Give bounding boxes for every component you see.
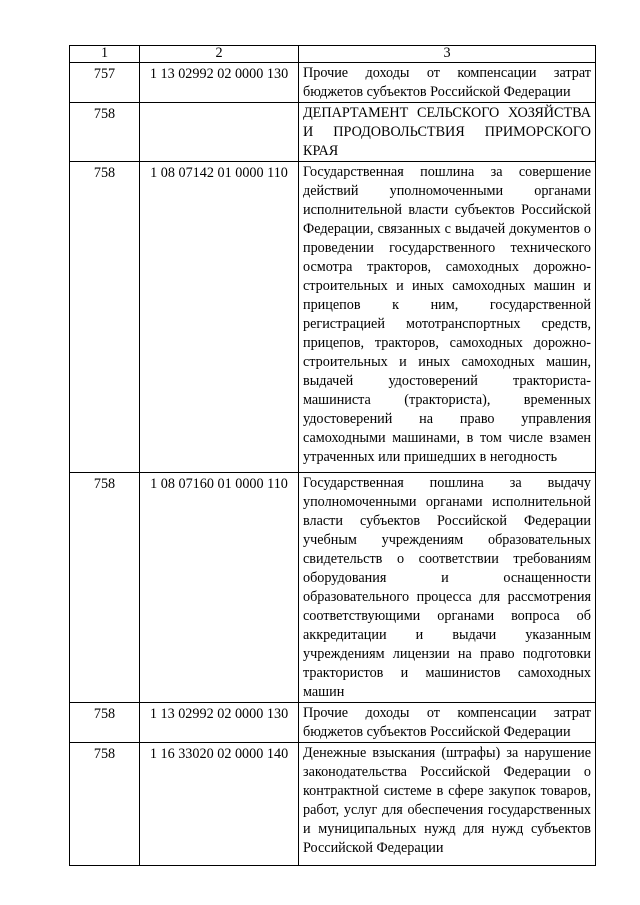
revenue-codes-table <box>69 45 596 866</box>
department-name-cell: ДЕПАРТАМЕНТ СЕЛЬСКОГО ХОЗЯЙСТВА И ПРОДОВОЛЬСТВИЯ ПРИМОРСКОГО КРАЯ <box>299 103 596 162</box>
revenue-name-cell: Денежные взыскания (штрафы) за нарушение законодательства Российской Федерации о контрактной системе в сфере закупок товаров, работ, услуг для обеспечения государственных и муниципальных нужд для нужд субъектов Российской Федерации <box>299 743 596 866</box>
admin-code-cell: 758 <box>70 703 140 743</box>
revenue-name-cell: Прочие доходы от компенсации затрат бюджетов субъектов Российской Федерации <box>299 63 596 103</box>
table-row <box>70 162 596 473</box>
column-header-2: 2 <box>140 46 299 63</box>
revenue-name-cell: Государственная пошлина за выдачу уполномоченными органами исполнительной власти субъектов Российской Федерации учебным учреждениям образовательных свидетельств о соответствии требованиям оборудования и оснащенности образовательного процесса для рассмотрения соответствующими органами вопроса об аккредитации и выдачи указанным учреждениям лицензии на право подготовки трактористов и машинистов самоходных машин <box>299 473 596 703</box>
column-header-3: 3 <box>299 46 596 63</box>
table-row <box>70 103 596 162</box>
table-row <box>70 63 596 103</box>
kbk-code-cell: 1 08 07160 01 0000 110 <box>140 473 299 703</box>
admin-code-cell: 758 <box>70 162 140 473</box>
kbk-code-cell: 1 08 07142 01 0000 110 <box>140 162 299 473</box>
table-row <box>70 473 596 703</box>
column-header-1: 1 <box>70 46 140 63</box>
revenue-name-cell: Государственная пошлина за совершение действий уполномоченными органами исполнительной власти субъектов Российской Федерации, связанных с выдачей документов о проведении государственного технического осмотра тракторов, самоходных дорожно-строительных и иных самоходных машин и прицепов к ним, государственной регистрацией мототранспортных средств, прицепов, тракторов, самоходных дорожно-строительных и иных самоходных машин, выдачей удостоверений тракториста-машиниста (тракториста), временных удостоверений на право управления самоходными машинами, в том числе взамен утраченных или пришедших в негодность <box>299 162 596 473</box>
table-row <box>70 703 596 743</box>
admin-code-cell: 757 <box>70 63 140 103</box>
kbk-code-cell: 1 16 33020 02 0000 140 <box>140 743 299 866</box>
header-row <box>70 46 596 63</box>
kbk-code-cell: 1 13 02992 02 0000 130 <box>140 703 299 743</box>
admin-code-cell: 758 <box>70 103 140 162</box>
admin-code-cell: 758 <box>70 743 140 866</box>
revenue-name-cell: Прочие доходы от компенсации затрат бюджетов субъектов Российской Федерации <box>299 703 596 743</box>
table-row <box>70 743 596 866</box>
admin-code-cell: 758 <box>70 473 140 703</box>
kbk-code-cell: 1 13 02992 02 0000 130 <box>140 63 299 103</box>
kbk-code-cell <box>140 103 299 162</box>
